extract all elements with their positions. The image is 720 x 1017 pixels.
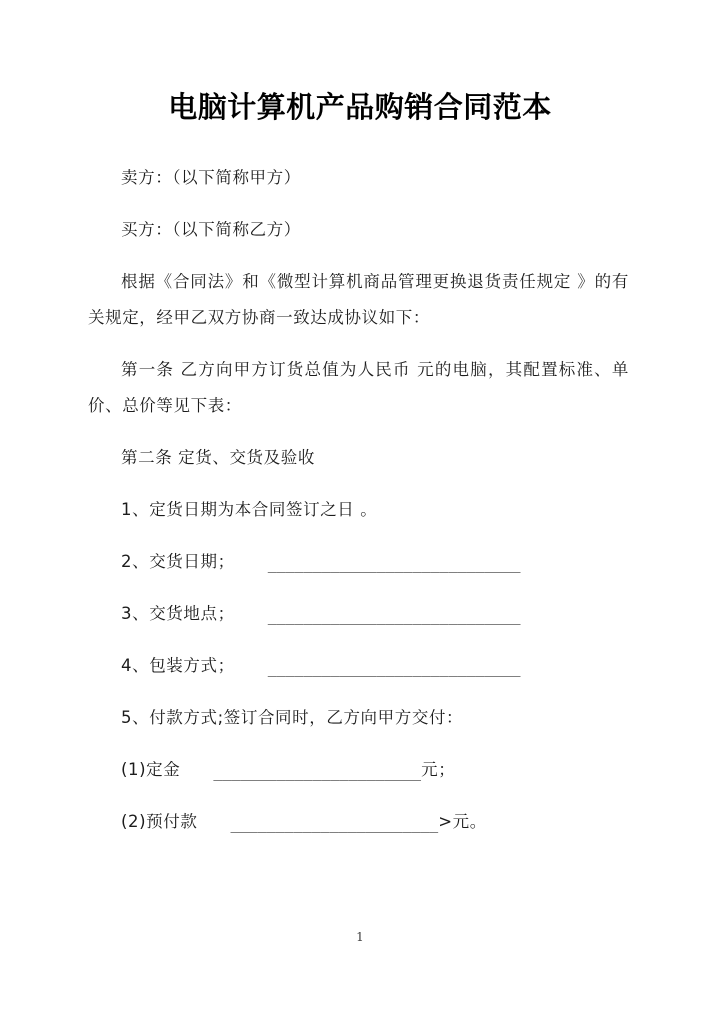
list-item-4-blank-field[interactable]: ____________________________ (267, 659, 521, 677)
sublist-item-2 (88, 804, 629, 840)
sublist-item-2-blank-field[interactable]: _______________________ (230, 815, 439, 833)
paragraph-buyer: 买方：（以下简称乙方） (121, 220, 301, 239)
list-item-2-label: 2、交货日期； (121, 552, 235, 571)
document-body (88, 160, 629, 840)
list-item-4-label: 4、包装方式； (121, 656, 235, 675)
sublist-item-1-blank-field[interactable]: _______________________ (213, 763, 422, 781)
sublist-item-1-label: (1)定金 (121, 760, 181, 779)
list-item-5: 5、付款方式;签订合同时，乙方向甲方交付： (121, 708, 464, 727)
sublist-item-1-suffix: 元； (421, 760, 456, 779)
page-title: 电脑计算机产品购销合同范本 (168, 90, 552, 124)
list-item-1: 1、定货日期为本合同签订之日 。 (121, 500, 378, 519)
sublist-item-2-label: (2)预付款 (121, 812, 198, 831)
list-item-3 (88, 596, 629, 632)
paragraph-article-one: 第一条 乙方向甲方订货总值为人民币 元的电脑，其配置标准、单价、总价等见下表： (88, 360, 629, 415)
list-item-2-blank-field[interactable]: ____________________________ (267, 555, 521, 573)
page-number: 1 (356, 930, 364, 944)
list-item-4 (88, 648, 629, 684)
paragraph-article-two: 第二条 定货、交货及验收 (121, 448, 315, 467)
paragraph-seller: 卖方：（以下简称甲方） (121, 168, 301, 187)
paragraph-legal-basis: 根据《合同法》和《微型计算机商品管理更换退货责任规定 》的有关规定，经甲乙双方协商一致达成协议如下： (88, 272, 629, 327)
list-item-3-label: 3、交货地点； (121, 604, 235, 623)
sublist-item-1 (88, 752, 629, 788)
list-item-2 (88, 544, 629, 580)
sublist-item-2-suffix: >元。 (438, 812, 487, 831)
list-item-3-blank-field[interactable]: ____________________________ (267, 607, 521, 625)
